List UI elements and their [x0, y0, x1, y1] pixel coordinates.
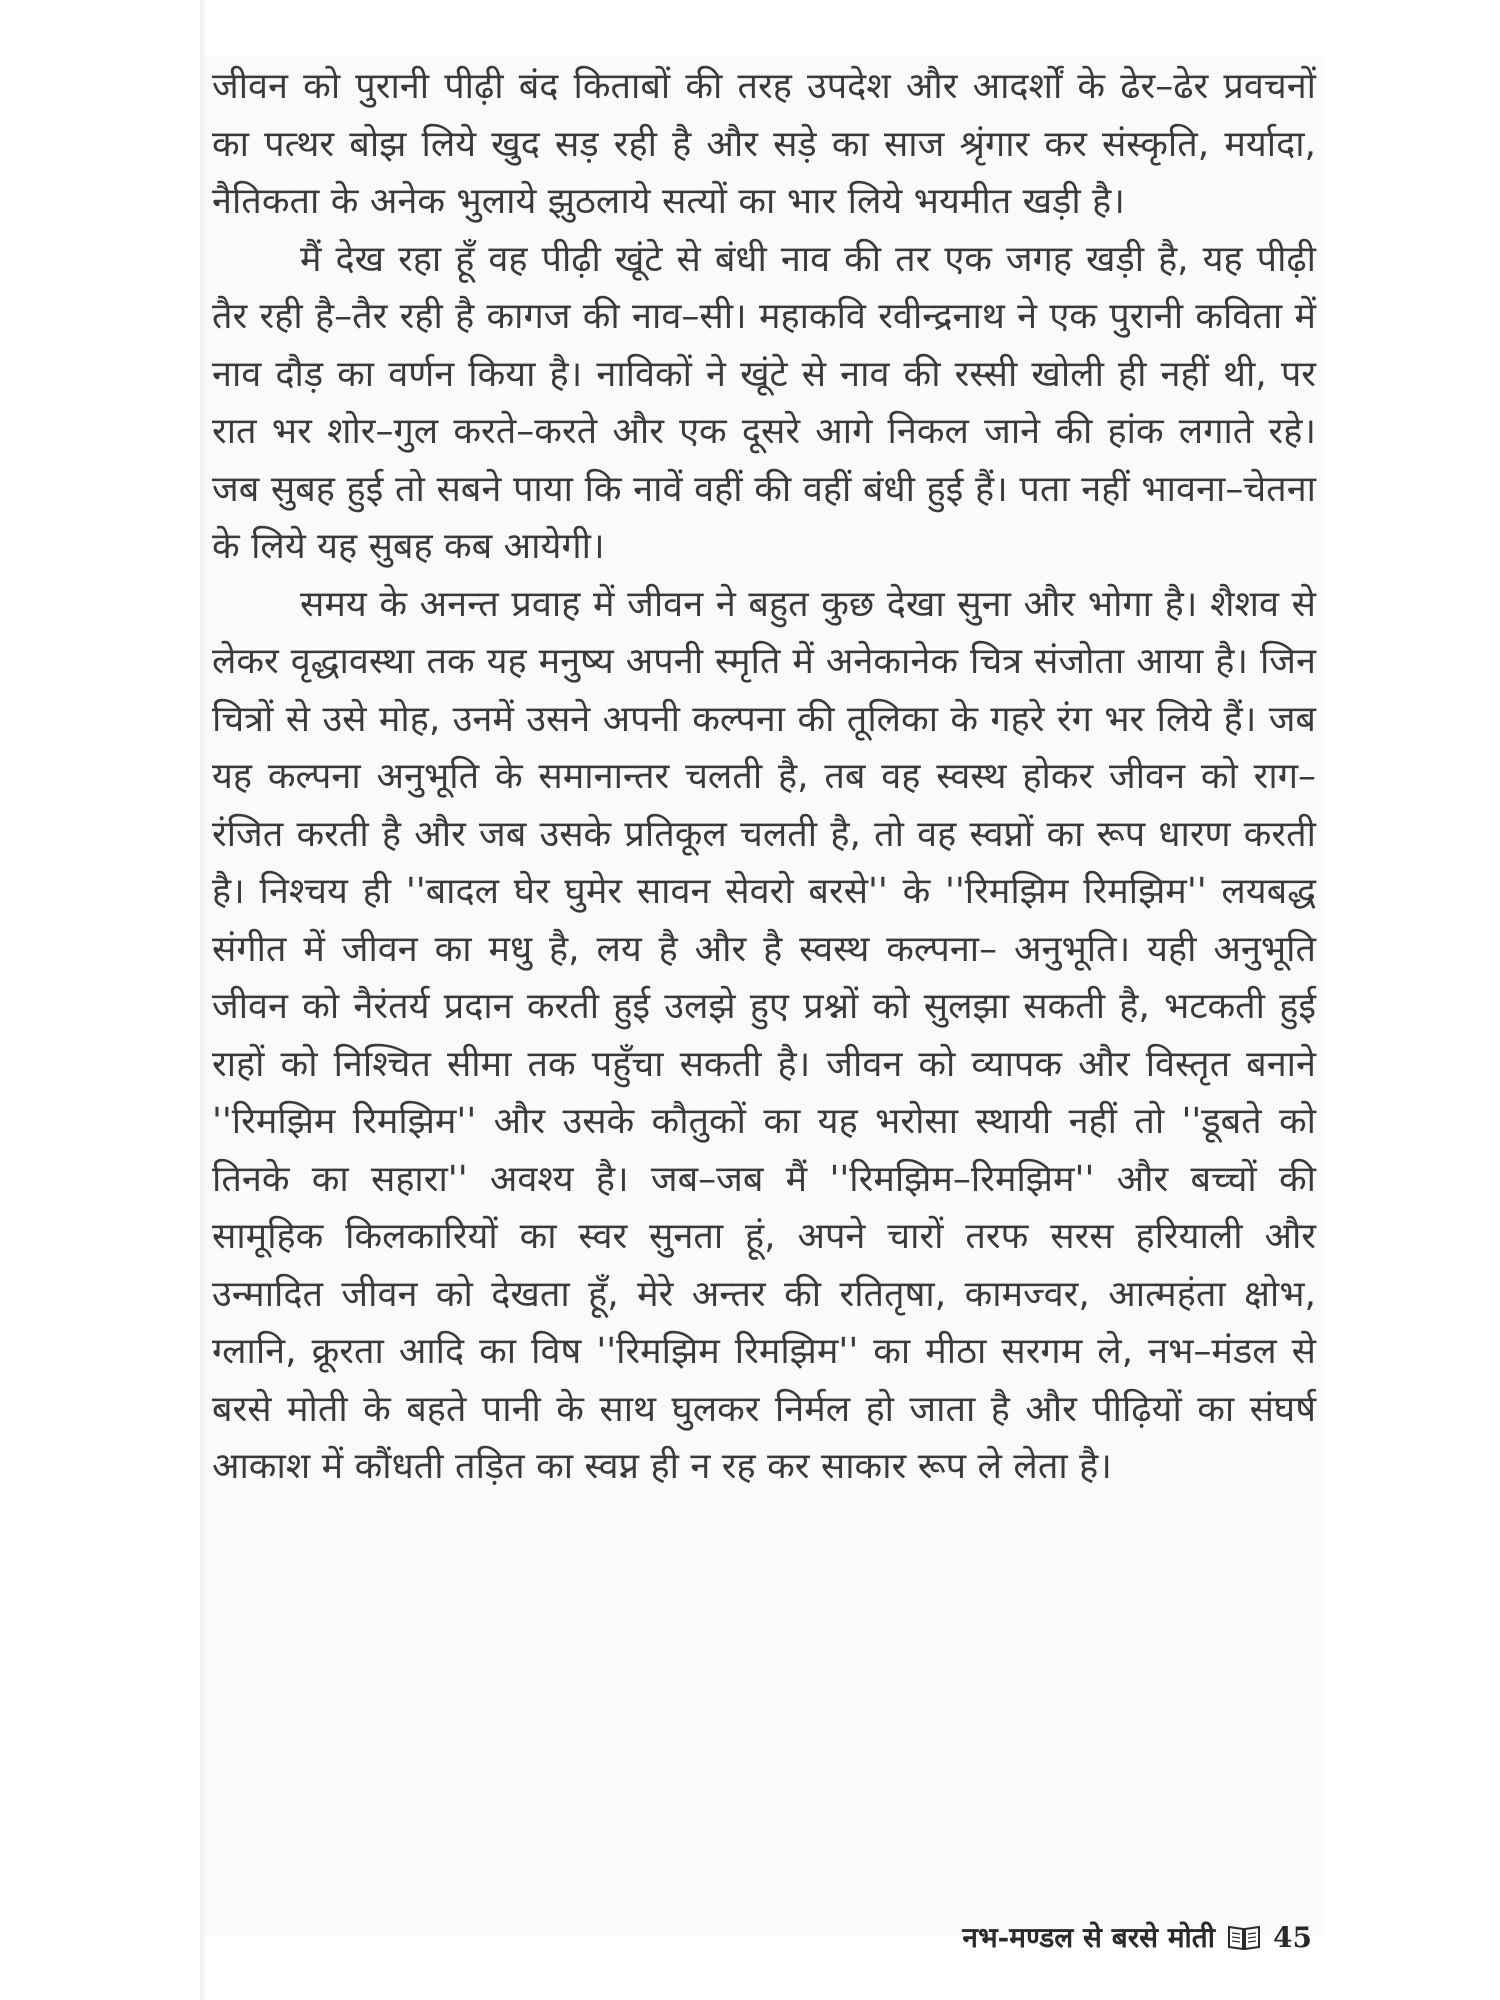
paragraph-3: समय के अनन्त प्रवाह में जीवन ने बहुत कुछ देखा सुना और भोगा है। शैशव से लेकर वृद्धावस्था तक यह मनुष्य अपनी स्मृति में अनेकानेक चित्र संजोता आया है। जिन चित्रों से उसे मोह, उनमें उसने अपनी कल्पना की तूलिका के गहरे रंग भर लिये हैं। जब यह कल्पना अनुभूति के समानान्तर चलती है, तब वह स्वस्थ होकर जीवन को राग–रंजित करती है और जब उसके प्रतिकूल चलती है, तो वह स्वप्नों का रूप धारण करती है। निश्चय ही ''बादल घेर घुमेर सावन सेवरो बरसे'' के ''रिमझिम रिमझिम'' लयबद्ध संगीत में जीवन का मधु है, लय है और है स्वस्थ कल्पना– अनुभूति। यही अनुभूति जीवन को नैरंतर्य प्रदान करती हुई उलझे हुए प्रश्नों को सुलझा सकती है, भटकती हुई राहों को निश्चित सीमा तक पहुँचा सकती है। जीवन को व्यापक और विस्तृत बनाने ''रिमझिम रिमझिम'' और उसके कौतुकों का यह भरोसा स्थायी नहीं तो ''डूबते को तिनके का सहारा'' अवश्य है। जब–जब मैं ''रिमझिम–रिमझिम'' और बच्चों की सामूहिक किलकारियों का स्वर सुनता हूं, अपने चारों तरफ सरस हरियाली और उन्मादित जीवन को देखता हूँ, मेरे अन्तर की रतितृषा, कामज्वर, आत्महंता क्षोभ, ग्लानि, क्रूरता आदि का विष ''रिमझिम रिमझिम'' का मीठा सरगम ले, नभ–मंडल से बरसे मोती के बहते पानी के साथ घुलकर निर्मल हो जाता है और पीढ़ियों का संघर्ष आकाश में कौंधती तड़ित का स्वप्न ही न रह कर साकार रूप ले लेता है। — [212, 583, 1316, 1487]
page-number: 45 — [1273, 1920, 1312, 1954]
open-book-icon — [1227, 1923, 1261, 1951]
paragraph-2: मैं देख रहा हूँ वह पीढ़ी खूंटे से बंधी नाव की तर एक जगह खड़ी है, यह पीढ़ी तैर रही है–तैर रही है कागज की नाव–सी। महाकवि रवीन्द्रनाथ ने एक पुरानी कविता में नाव दौड़ का वर्णन किया है। नाविकों ने खूंटे से नाव की रस्सी खोली ही नहीं थी, पर रात भर शोर–गुल करते–करते और एक दूसरे आगे निकल जाने की हांक लगाते रहे। जब सुबह हुई तो सबने पाया कि नावें वहीं की वहीं बंधी हुई हैं। पता नहीं भावना–चेतना के लिये यह सुबह कब आयेगी। — [212, 238, 1316, 567]
body-text — [212, 58, 1316, 1496]
paragraph-1: जीवन को पुरानी पीढ़ी बंद किताबों की तरह उपदेश और आदर्शों के ढेर–ढेर प्रवचनों का पत्थर बोझ लिये खुद सड़ रही है और सड़े का साज श्रृंगार कर संस्कृति, मर्यादा, नैतिकता के अनेक भुलाये झुठलाये सत्यों का भार लिये भयमीत खड़ी है। — [212, 66, 1316, 222]
page-footer — [962, 1918, 1312, 1956]
running-footer-title: नभ-मण्डल से बरसे मोती — [962, 1921, 1216, 1954]
